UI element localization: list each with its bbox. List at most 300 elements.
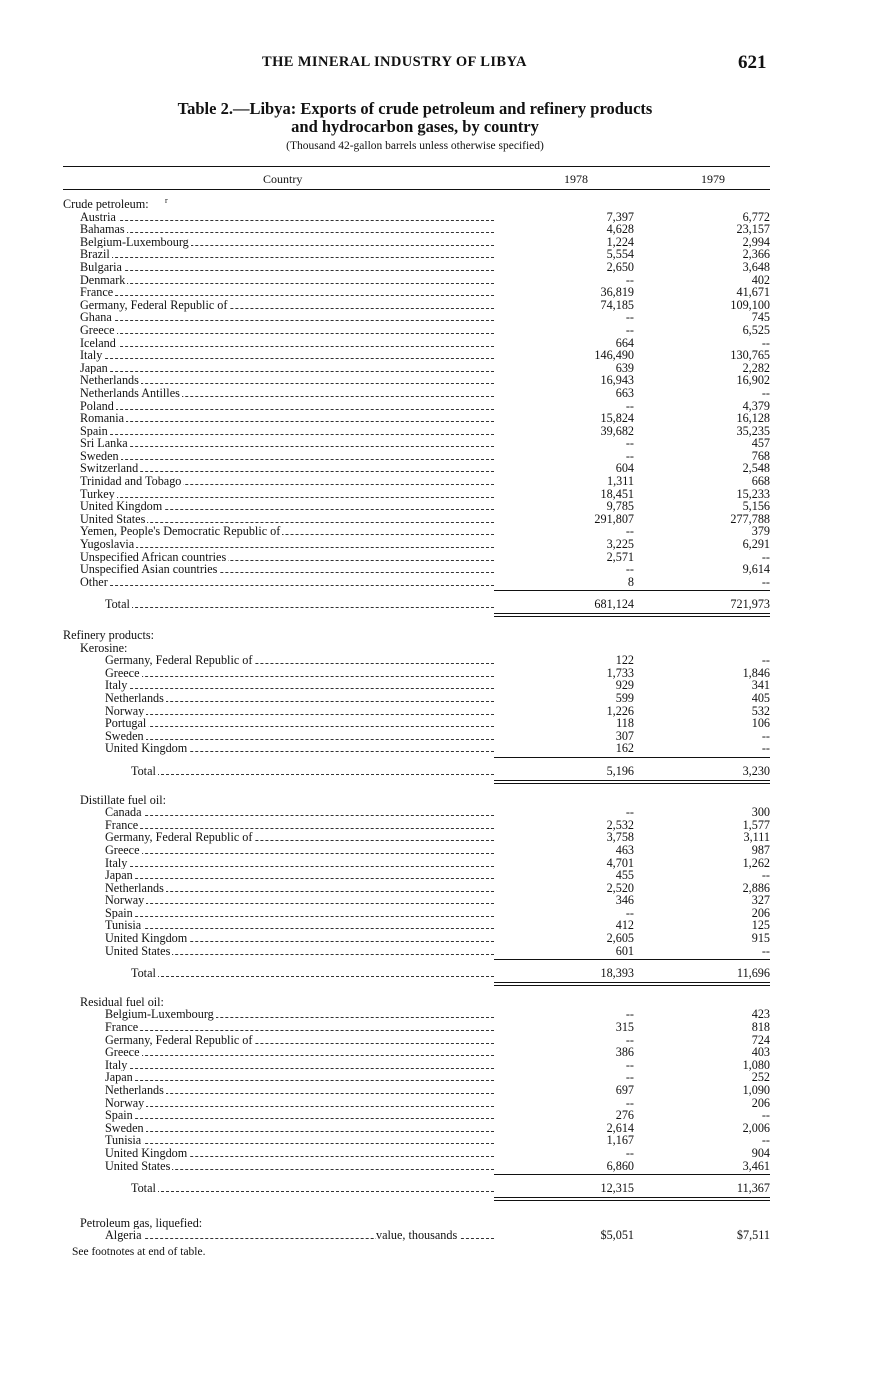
value-1979: 106 (751, 716, 770, 731)
row-label: Switzerland (80, 461, 139, 476)
value-1978: 1,167 (606, 1133, 634, 1148)
subsection-label: Distillate fuel oil: (80, 792, 166, 807)
row-label: Tunisia (105, 1133, 142, 1148)
column-header-row (63, 167, 770, 189)
value-1979: 1,262 (742, 855, 770, 870)
row-label: Germany, Federal Republic of (105, 1032, 253, 1047)
total-double-rule (63, 778, 770, 786)
leader-dots (80, 459, 494, 460)
value-1979: 206 (751, 905, 770, 920)
unit-note: value, thousands (376, 1228, 458, 1243)
subtotal-rule (63, 588, 770, 594)
table-row (63, 488, 770, 501)
section-heading (63, 198, 770, 211)
value-1979: 277,788 (730, 511, 770, 526)
subsection-label: Petroleum gas, liquefied: (80, 1215, 203, 1230)
column-header-country: Country (263, 172, 303, 186)
row-label: Germany, Federal Republic of (105, 653, 253, 668)
row-label: Italy (105, 855, 128, 870)
column-header-1978: 1978 (564, 172, 588, 186)
value-1979: -- (761, 868, 770, 883)
table-row (63, 1122, 770, 1135)
table-row (63, 1034, 770, 1047)
leader-dots (105, 903, 494, 904)
footnote-marker: r (165, 196, 168, 205)
exports-table (63, 166, 770, 1242)
row-label: Bulgaria (80, 259, 122, 274)
value-1978: -- (625, 1007, 634, 1022)
value-1978: -- (625, 1095, 634, 1110)
row-label: Italy (80, 348, 103, 363)
value-1979: 16,902 (736, 373, 770, 388)
table-row (63, 311, 770, 324)
table-row (63, 525, 770, 538)
leader-dots (105, 1068, 494, 1069)
value-1978: 291,807 (594, 511, 634, 526)
total-double-rule-1978 (494, 1197, 634, 1201)
total-row (63, 967, 770, 980)
value-1979: 532 (751, 703, 770, 718)
row-label: Germany, Federal Republic of (80, 297, 228, 312)
value-1979: 11,367 (736, 1181, 770, 1196)
value-1979: 2,282 (742, 360, 770, 375)
leader-dots (105, 853, 494, 854)
leader-dots (80, 232, 494, 233)
table-row (63, 236, 770, 249)
value-1979: 1,846 (742, 665, 770, 680)
value-1978: -- (625, 1070, 634, 1085)
value-1978: -- (625, 436, 634, 451)
row-label: Spain (80, 423, 108, 438)
leader-dots (80, 270, 494, 271)
total-double-rule (63, 980, 770, 988)
total-double-rule-1978 (494, 613, 634, 617)
value-1979: 2,006 (742, 1120, 770, 1135)
table-row (63, 1147, 770, 1160)
table-body (63, 190, 770, 1242)
value-1978: 15,824 (600, 411, 634, 426)
row-label: Greece (105, 665, 140, 680)
value-1979: 818 (751, 1020, 770, 1035)
row-label: Yemen, People's Democratic Republic of (80, 524, 281, 539)
value-1979: 1,577 (742, 817, 770, 832)
leader-dots (80, 471, 494, 472)
subsection-label: Residual fuel oil: (80, 994, 164, 1009)
value-1978: 122 (615, 653, 634, 668)
subtotal-rule (63, 755, 770, 761)
table-row (63, 692, 770, 705)
value-1978: 599 (615, 690, 634, 705)
table-title (0, 100, 830, 136)
leader-dots (80, 358, 494, 359)
total-double-rule-1979 (634, 613, 770, 617)
row-label: France (105, 817, 139, 832)
value-1978: -- (625, 1057, 634, 1072)
row-label: Greece (105, 842, 140, 857)
table-row (63, 1097, 770, 1110)
table-row (63, 654, 770, 667)
table-subtitle: (Thousand 42-gallon barrels unless otherwise specified) (286, 140, 544, 152)
value-1979: 724 (751, 1032, 770, 1047)
value-1979: 35,235 (736, 423, 770, 438)
row-label: Trinidad and Tobago (80, 474, 182, 489)
spacer (63, 1203, 770, 1211)
value-1979: 11,696 (736, 966, 770, 981)
table-row (63, 563, 770, 576)
value-1978: 639 (615, 360, 634, 375)
row-label: Netherlands (80, 373, 139, 388)
value-1979: -- (761, 1108, 770, 1123)
table-row (63, 337, 770, 350)
running-header (0, 52, 870, 74)
table-row (63, 286, 770, 299)
value-1979: 721,973 (730, 597, 770, 612)
table-title-line-2: and hydrocarbon gases, by country (291, 117, 539, 136)
leader-dots (131, 1191, 494, 1192)
value-1978: 697 (615, 1083, 634, 1097)
subtotal-rule-1978 (494, 757, 634, 758)
leader-dots (131, 774, 494, 775)
value-1979: 6,525 (742, 322, 770, 337)
value-1979: $7,511 (736, 1228, 770, 1243)
row-label: Other (80, 574, 108, 589)
section-label: Refinery products: (63, 628, 155, 642)
value-1979: 125 (751, 918, 770, 933)
row-label: Spain (105, 1108, 133, 1123)
value-1978: 4,701 (606, 855, 634, 870)
leader-dots (105, 916, 494, 917)
table-row (63, 576, 770, 589)
row-label: Iceland (80, 335, 116, 350)
table-row (63, 211, 770, 224)
subtotal-rule (63, 957, 770, 963)
table-row (63, 1109, 770, 1122)
subtotal-rule-1979 (634, 1174, 770, 1175)
table-row (63, 1071, 770, 1084)
value-1978: 18,393 (600, 966, 634, 981)
total-label: Total (131, 1181, 156, 1196)
value-1979: -- (761, 549, 770, 564)
subtotal-rule-1978 (494, 590, 634, 591)
value-1979: -- (761, 653, 770, 668)
value-1978: 664 (615, 335, 634, 350)
value-1979: -- (761, 1133, 770, 1148)
row-label: Bahamas (80, 222, 125, 237)
row-label: United Kingdom (80, 499, 163, 514)
table-row (63, 831, 770, 844)
table-row (63, 248, 770, 261)
row-label: Italy (105, 678, 128, 693)
table-title-line-1: Table 2.—Libya: Exports of crude petroleum and refinery products (177, 99, 653, 118)
table-row (63, 844, 770, 857)
total-label: Total (131, 966, 156, 981)
value-1979: 403 (751, 1045, 770, 1060)
column-header-1979: 1979 (701, 172, 725, 186)
total-double-rule-1979 (634, 780, 770, 784)
value-1979: 3,230 (742, 763, 770, 778)
value-1978: 2,571 (606, 549, 634, 564)
value-1979: 379 (751, 524, 770, 539)
leader-dots (80, 320, 494, 321)
value-1978: $5,051 (600, 1228, 634, 1243)
leader-dots (105, 1080, 494, 1081)
value-1978: 12,315 (600, 1181, 634, 1196)
value-1979: 668 (751, 474, 770, 489)
value-1979: 768 (751, 448, 770, 463)
value-1978: 36,819 (600, 285, 634, 300)
value-1978: 146,490 (594, 348, 634, 363)
table-row (63, 1008, 770, 1021)
value-1978: 2,520 (606, 880, 634, 895)
table-row (63, 1021, 770, 1034)
total-row (63, 1182, 770, 1195)
table-row (63, 538, 770, 551)
leader-dots (80, 371, 494, 372)
subtotal-rule-1978 (494, 959, 634, 960)
table-row (63, 349, 770, 362)
value-1978: 2,532 (606, 817, 634, 832)
value-1979: 130,765 (730, 348, 770, 363)
row-label: Brazil (80, 247, 110, 262)
value-1979: -- (761, 574, 770, 589)
total-label: Total (105, 597, 130, 612)
value-1978: 1,226 (606, 703, 634, 718)
spacer (63, 619, 770, 629)
value-1978: -- (625, 905, 634, 920)
table-row (63, 500, 770, 513)
total-double-rule (63, 1195, 770, 1203)
value-1979: 3,648 (742, 259, 770, 274)
total-row (63, 598, 770, 611)
table-row (63, 412, 770, 425)
value-1979: -- (761, 385, 770, 400)
value-1979: 9,614 (742, 562, 770, 577)
row-label: Sweden (80, 448, 119, 463)
value-1979: 2,994 (742, 234, 770, 249)
value-1978: -- (625, 1032, 634, 1047)
leader-dots (105, 1131, 494, 1132)
subsection-heading (63, 794, 770, 807)
table-row (63, 362, 770, 375)
value-1978: -- (625, 272, 634, 287)
table-row (63, 1059, 770, 1072)
value-1978: 39,682 (600, 423, 634, 438)
section-heading (63, 629, 770, 642)
value-1979: 5,156 (742, 499, 770, 514)
table-row (63, 742, 770, 755)
value-1979: 1,090 (742, 1083, 770, 1097)
value-1978: -- (625, 398, 634, 413)
spacer (63, 786, 770, 794)
running-title: THE MINERAL INDUSTRY OF LIBYA (262, 54, 527, 70)
subtotal-rule-1979 (634, 590, 770, 591)
leader-dots (105, 1055, 494, 1056)
table-row (63, 475, 770, 488)
table-row (63, 450, 770, 463)
value-1979: 405 (751, 690, 770, 705)
value-1978: 5,554 (606, 247, 634, 262)
subtotal-rule-1978 (494, 1174, 634, 1175)
value-1979: 300 (751, 805, 770, 820)
value-1979: 3,111 (743, 830, 770, 845)
value-1979: 6,772 (742, 209, 770, 224)
row-label: Germany, Federal Republic of (105, 830, 253, 845)
table-row (63, 1229, 770, 1242)
value-1978: 8 (627, 574, 634, 589)
leader-dots (105, 688, 494, 689)
subtotal-rule-1979 (634, 757, 770, 758)
value-1979: 423 (751, 1007, 770, 1022)
row-label: Netherlands Antilles (80, 385, 180, 400)
row-label: Austria (80, 209, 116, 224)
value-1978: -- (625, 1145, 634, 1160)
total-label: Total (131, 763, 156, 778)
value-1979: 15,233 (736, 486, 770, 501)
row-label: Netherlands (105, 1083, 164, 1097)
value-1978: 307 (615, 728, 634, 743)
leader-dots (105, 878, 494, 879)
value-1979: 252 (751, 1070, 770, 1085)
value-1978: 929 (615, 678, 634, 693)
row-label: Algeria (105, 1228, 142, 1243)
leader-dots (105, 928, 494, 929)
table-row (63, 907, 770, 920)
row-label: United Kingdom (105, 741, 188, 756)
leader-dots (80, 547, 494, 548)
value-1978: 604 (615, 461, 634, 476)
value-1978: 681,124 (594, 597, 634, 612)
value-1978: 663 (615, 385, 634, 400)
leader-dots (80, 295, 494, 296)
row-label: Netherlands (105, 880, 164, 895)
table-row (63, 679, 770, 692)
value-1978: 386 (615, 1045, 634, 1060)
leader-dots (80, 283, 494, 284)
table-row (63, 932, 770, 945)
row-label: Poland (80, 398, 114, 413)
value-1979: 3,461 (742, 1158, 770, 1173)
row-label: France (80, 285, 114, 300)
leader-dots (105, 828, 494, 829)
value-1979: 109,100 (730, 297, 770, 312)
leader-dots (105, 739, 494, 740)
table-row (63, 857, 770, 870)
total-row (63, 765, 770, 778)
table-row (63, 1084, 770, 1097)
row-label: United States (105, 1158, 171, 1173)
row-label: Japan (105, 1070, 133, 1085)
leader-dots (105, 1106, 494, 1107)
row-label: Yugoslavia (80, 537, 135, 552)
row-label: Japan (80, 360, 108, 375)
value-1978: 16,943 (600, 373, 634, 388)
row-label: Sweden (105, 728, 144, 743)
row-label: United States (80, 511, 146, 526)
row-label: Greece (80, 322, 115, 337)
value-1979: 23,157 (736, 222, 770, 237)
value-1978: -- (625, 448, 634, 463)
row-label: Sri Lanka (80, 436, 128, 451)
table-row (63, 1160, 770, 1173)
value-1979: -- (761, 335, 770, 350)
table-row (63, 425, 770, 438)
row-label: United States (105, 943, 171, 958)
row-label: Sweden (105, 1120, 144, 1135)
table-row (63, 945, 770, 958)
value-1979: 4,379 (742, 398, 770, 413)
footnote: See footnotes at end of table. (72, 1246, 206, 1258)
table-row (63, 882, 770, 895)
leader-dots (105, 866, 494, 867)
row-label: United Kingdom (105, 1145, 188, 1160)
value-1978: 5,196 (606, 763, 634, 778)
value-1978: 162 (615, 741, 634, 756)
leader-dots (80, 220, 494, 221)
value-1978: -- (625, 805, 634, 820)
leader-dots (80, 434, 494, 435)
leader-dots (131, 976, 494, 977)
total-double-rule (63, 611, 770, 619)
value-1978: 3,225 (606, 537, 634, 552)
value-1978: -- (625, 524, 634, 539)
value-1979: 16,128 (736, 411, 770, 426)
leader-dots (80, 421, 494, 422)
value-1979: 457 (751, 436, 770, 451)
row-label: Netherlands (105, 690, 164, 705)
value-1978: 18,451 (600, 486, 634, 501)
value-1978: 1,224 (606, 234, 634, 249)
leader-dots (105, 1143, 494, 1144)
row-label: Norway (105, 1095, 145, 1110)
value-1979: 2,548 (742, 461, 770, 476)
value-1978: 118 (616, 716, 634, 731)
row-label: Portugal (105, 716, 147, 731)
row-label: Tunisia (105, 918, 142, 933)
value-1979: -- (761, 741, 770, 756)
value-1979: 987 (751, 842, 770, 857)
table-row (63, 437, 770, 450)
value-1978: -- (625, 322, 634, 337)
value-1978: 7,397 (606, 209, 634, 224)
table-row (63, 387, 770, 400)
row-label: Italy (105, 1057, 128, 1072)
subtotal-rule (63, 1172, 770, 1178)
value-1979: 2,366 (742, 247, 770, 262)
row-label: Japan (105, 868, 133, 883)
value-1978: 4,628 (606, 222, 634, 237)
value-1979: -- (761, 943, 770, 958)
value-1979: 41,671 (736, 285, 770, 300)
value-1979: 327 (751, 893, 770, 908)
value-1979: 206 (751, 1095, 770, 1110)
value-1979: 2,886 (742, 880, 770, 895)
row-label: Romania (80, 411, 125, 426)
row-label: Denmark (80, 272, 126, 287)
value-1978: 2,614 (606, 1120, 634, 1135)
value-1978: 315 (615, 1020, 634, 1035)
leader-dots (80, 497, 494, 498)
value-1978: 463 (615, 842, 634, 857)
row-label: Norway (105, 893, 145, 908)
value-1979: 745 (751, 310, 770, 325)
leader-dots (105, 676, 494, 677)
leader-dots (105, 726, 494, 727)
subtotal-rule-1979 (634, 959, 770, 960)
leader-dots (105, 607, 494, 608)
value-1979: 341 (751, 678, 770, 693)
table-row (63, 1046, 770, 1059)
leader-dots (105, 815, 494, 816)
